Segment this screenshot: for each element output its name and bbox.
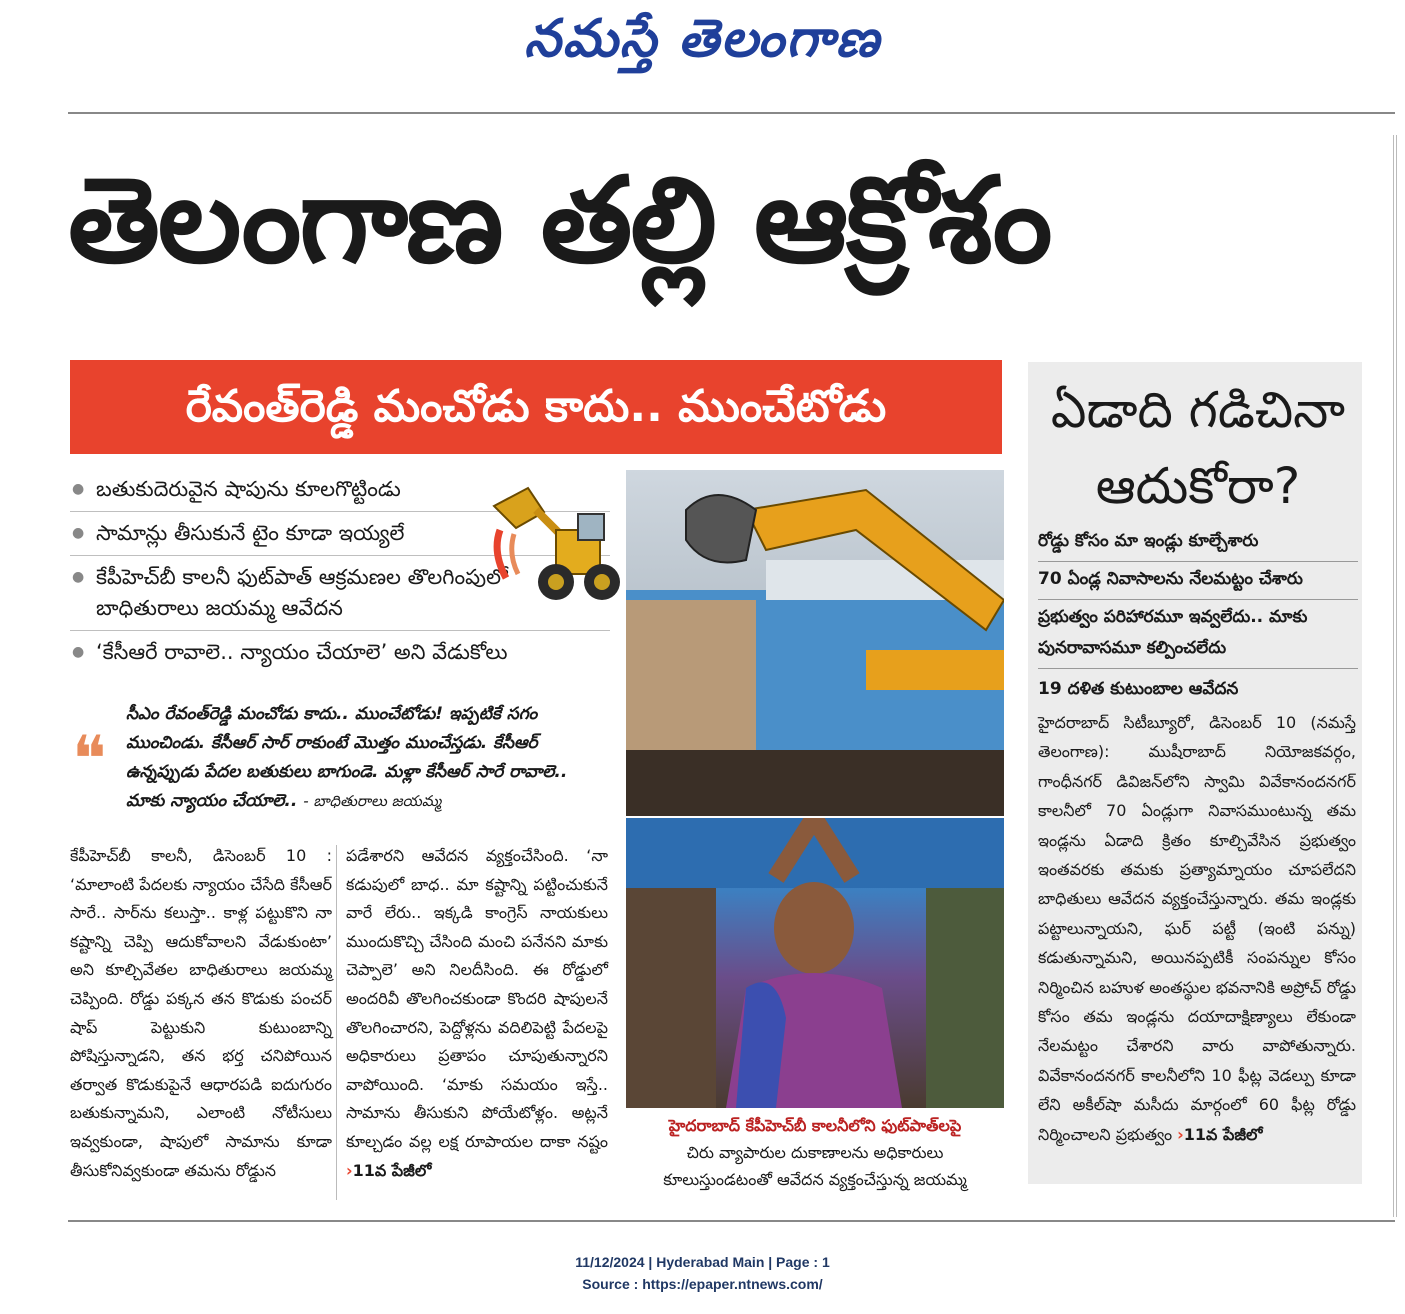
right-edge-rule bbox=[1393, 135, 1399, 1217]
article-column-2 bbox=[346, 842, 608, 1185]
sidebar-continued-link[interactable]: ›11వ పేజీలో bbox=[1177, 1124, 1263, 1144]
quote-icon: ❝ bbox=[72, 723, 107, 797]
sidebar-subhead: ప్రభుత్వం పరిహారమూ ఇవ్వలేదు.. మాకు పునరావాసమూ కల్పించలేదు bbox=[1038, 602, 1358, 669]
sidebar-subhead: రోడ్డు కోసం మా ఇండ్లు కూల్చేశారు bbox=[1038, 526, 1358, 562]
top-divider bbox=[68, 112, 1395, 114]
sidebar-headline bbox=[1038, 372, 1358, 524]
person-icon bbox=[626, 818, 1004, 1108]
bullet-item: ● బతుకుదెరువైన షాపును కూలగొట్టిండు bbox=[70, 468, 610, 512]
caption-line: కూలుస్తుండటంతో ఆవేదన వ్యక్తంచేస్తున్న జయమ్మ bbox=[663, 1170, 967, 1189]
photo-caption bbox=[626, 1112, 1004, 1193]
masthead-logo: నమస్తే తెలంగాణ bbox=[524, 8, 881, 69]
arrow-icon: › bbox=[346, 1160, 353, 1180]
main-headline: తెలంగాణ తల్లి ఆక్రోశం bbox=[68, 151, 1051, 289]
footer-date-edition: 11/12/2024 | Hyderabad Main | Page : 1 bbox=[575, 1254, 830, 1270]
protest-photo bbox=[626, 818, 1004, 1108]
sidebar-subhead: 70 ఏండ్ల నివాసాలను నేలమట్టం చేశారు bbox=[1038, 564, 1358, 600]
sidebar-headline-line: ఆదుకోరా? bbox=[1095, 457, 1301, 515]
bullet-item: ● సామాన్లు తీసుకునే టైం కూడా ఇయ్యలే bbox=[70, 512, 610, 556]
caption-line: చిరు వ్యాపారుల దుకాణాలను అధికారులు bbox=[686, 1143, 944, 1162]
article-column-2-text: పడేశారని ఆవేదన వ్యక్తంచేసింది. ‘నా కడుపులో బాధ.. మా కష్టాన్ని పట్టించుకునే వారే లేరు.. ఇక్కడి కాంగ్రెస్ నాయకులు ముందుకొచ్చి చేసింది మంచి పనేనని మాకు చెప్పాలె’ అని నిలదీసింది. ఈ రోడ్డులో అందరివీ తొలగించకుండా కొందరి షాపులనే తొలగించారని, పెద్దోళ్లను వదిలిపెట్టి పేదలపై అధికారులు ప్రతాపం చూపుతున్నారని వాపోయింది. ‘మాకు సమయం ఇస్తే.. సామాను తీసుకుని పోయేటోళ్లం. అట్లనే కూల్చడం వల్ల లక్ష రూపాయల దాకా నష్టం bbox=[346, 846, 608, 1151]
bullet-item: ● ‘కేసీఆరే రావాలె.. న్యాయం చేయాలె’ అని వేడుకోలు bbox=[70, 631, 610, 674]
sidebar-headline-line: ఏడాది గడిచినా bbox=[1050, 381, 1346, 439]
bulldozer-icon bbox=[486, 482, 626, 610]
excavator-icon bbox=[626, 470, 1004, 816]
article-column-1: కేపీహెచ్‌బీ కాలనీ, డిసెంబర్ 10 : ‘మాలాంటి పేదలకు న్యాయం చేసేది కేసీఆర్ సారే.. సార్‌ను కలుస్తా.. కాళ్ల పట్టుకొని నా కష్టాన్ని చెప్పి ఆదుకోవాలని వేడుకుంటా’ అని కూల్చివేతల బాధితురాలు జయమ్మ చెప్పింది. రోడ్డు పక్కన తన కొడుకు పంచర్ షాప్ పెట్టుకుని కుటుంబాన్ని పోషిస్తున్నాడని, తన భర్త చనిపోయిన తర్వాత కొడుకుపైనే ఆధారపడి ఐదుగురం బతుకున్నామని, ఎలాంటి నోటీసులు ఇవ్వకుండా, షాపులో సామాను కూడా తీసుకోనివ్వకుండా తమను రోడ్డున bbox=[70, 846, 332, 1180]
arrow-icon: › bbox=[1177, 1124, 1184, 1144]
demolition-photo bbox=[626, 470, 1004, 816]
column-divider bbox=[336, 845, 337, 1200]
sidebar-article bbox=[1038, 708, 1356, 1149]
pull-quote bbox=[126, 700, 608, 816]
bullet-item: ● కేపీహెచ్‌బీ కాలనీ ఫుట్‌పాత్ ఆక్రమణల తొలగింపులో బాధితురాలు జయమ్మ ఆవేదన bbox=[70, 556, 610, 631]
caption-line: హైదరాబాద్ కేపీహెచ్‌బీ కాలనీలోని ఫుట్‌పాత్‌లపై bbox=[668, 1116, 962, 1135]
pull-quote-attribution: - బాధితురాలు జయమ్మ bbox=[303, 792, 442, 810]
sidebar-article-text: హైదరాబాద్ సిటీబ్యూరో, డిసెంబర్ 10 (నమస్తే తెలంగాణ): ముషీరాబాద్ నియోజకవర్గం, గాంధీనగర్ డివిజన్‌లోని స్వామి వివేకానందనగర్ కాలనీలో 70 ఏండ్లుగా నివాసముంటున్న తమ ఇండ్లను ఏడాది క్రితం కూల్చివేసిన ప్రభుత్వం ఇంతవరకు తమకు ప్రత్యామ్నాయం చూపలేదని బాధితులు ఆవేదన వ్యక్తంచేస్తున్నారు. తమ ఇండ్లకు పట్టాలున్నాయని, ఘర్ పట్టీ (ఇంటి పన్ను) కడుతున్నామని, అయినప్పటికీ సంపన్నుల కోసం నిర్మించిన బహుళ అంతస్థుల భవనానికి అప్రోచ్ రోడ్డు కోసం తమ ఇండ్లను దయాదాక్షిణ్యాలు లేకుండా నేలమట్టం చేశారని వారు వాపోతున్నారు. వివేకానందనగర్ కాలనీలోని 10 ఫీట్ల వెడల్పు కూడా లేని అకీల్‌షా మసీదు మార్గంలో 60 ఫీట్ల రోడ్డు నిర్మించాలని ప్రభుత్వం bbox=[1038, 713, 1356, 1144]
continued-link[interactable]: ›11వ పేజీలో bbox=[346, 1160, 432, 1180]
bottom-divider bbox=[68, 1220, 1395, 1222]
sidebar-subhead: 19 దళిత కుటుంబాల ఆవేదన bbox=[1038, 679, 1239, 699]
footer-source[interactable]: Source : https://epaper.ntnews.com/ bbox=[582, 1276, 823, 1292]
pull-quote-text: సీఎం రేవంత్‌రెడ్డి మంచోడు కాదు.. ముంచేటోడు! ఇప్పటికే సగం ముంచిండు. కేసీఆర్ సార్ రాకుంటే మొత్తం ముంచేస్తడు. కేసీఆర్ ఉన్నప్పుడు పేదల బతుకులు బాగుండె. మళ్లా కేసీఆర్ సారే రావాలె.. మాకు న్యాయం చేయాలె.. bbox=[126, 704, 568, 811]
sub-headline-banner: రేవంత్‌రెడ్డి మంచోడు కాదు.. ముంచేటోడు bbox=[70, 360, 1002, 454]
